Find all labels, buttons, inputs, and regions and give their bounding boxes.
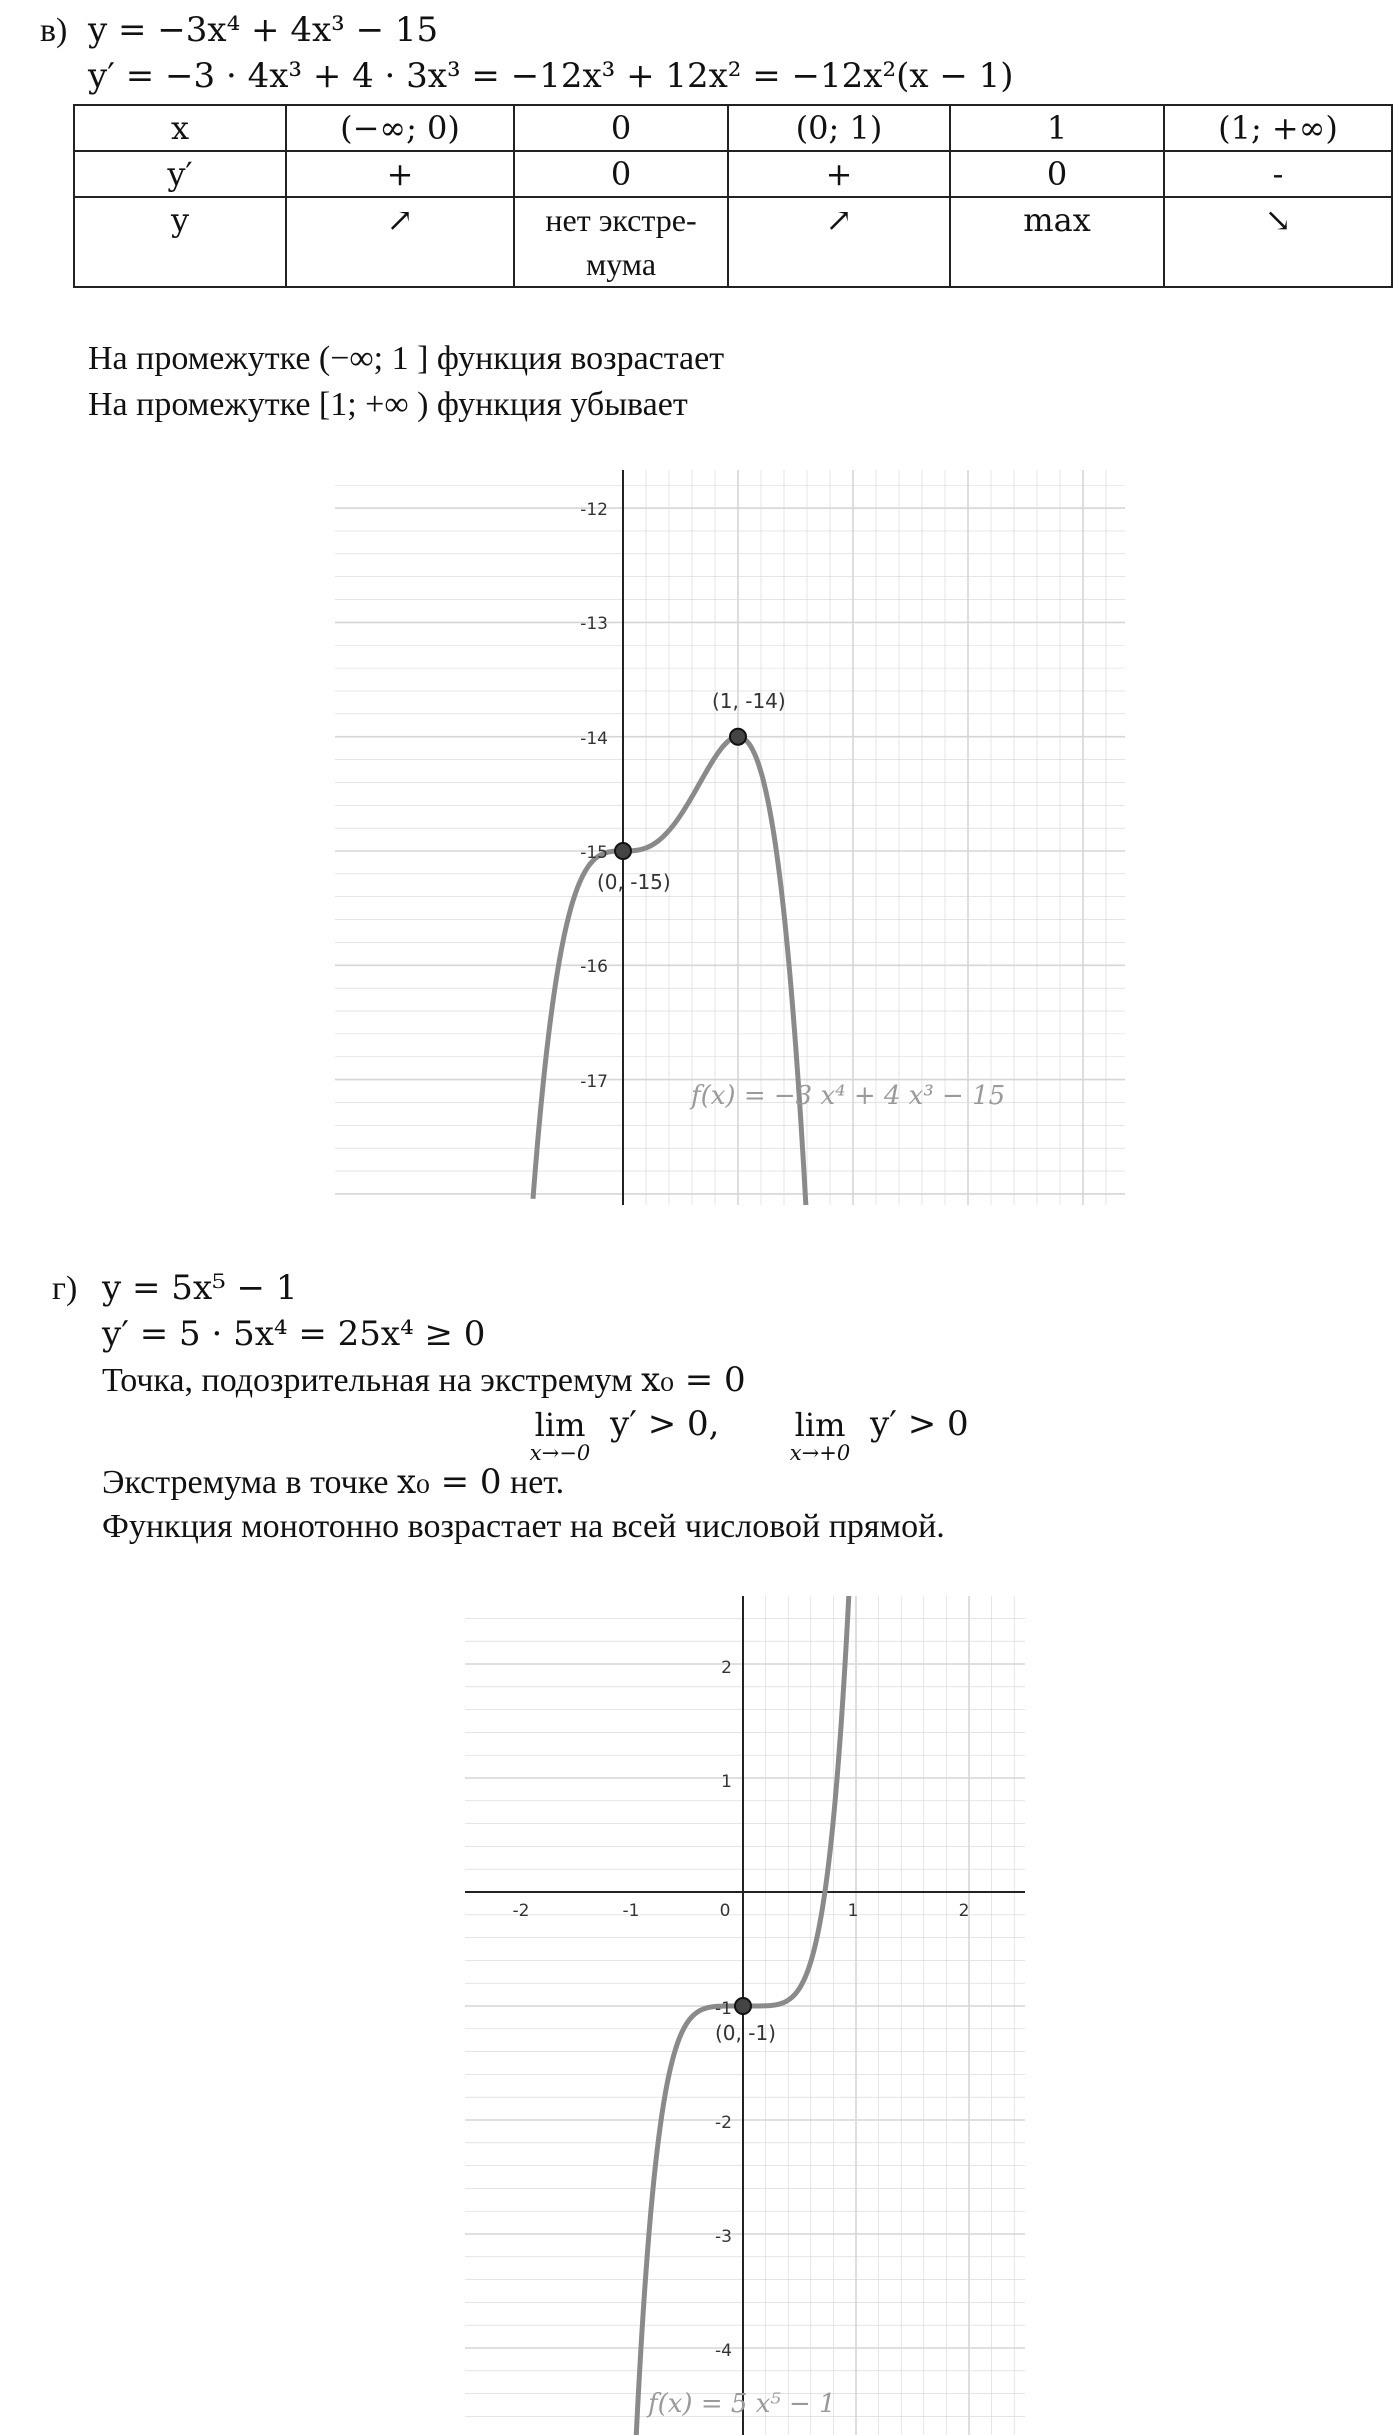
table-cell: 0 [950, 151, 1164, 197]
table-cell: max [950, 197, 1164, 287]
table-cell: y [74, 197, 286, 287]
table-cell: x [74, 105, 286, 151]
table-cell: + [728, 151, 950, 197]
no-extremum-line [102, 1462, 564, 1502]
no-extremum-text-c: нет. [501, 1464, 565, 1501]
table-cell: 0 [514, 105, 728, 151]
part-v-marker: в) [40, 12, 68, 49]
sign-table-derivative-row [74, 151, 1392, 197]
part-v-function: y = −3x⁴ + 4x³ − 15 [88, 10, 439, 50]
conclusion-increasing: На промежутке (−∞; 1 ] функция возрастает [88, 340, 725, 377]
y-tick-label: -2 [715, 2113, 732, 2133]
table-cell: ↗ [286, 197, 514, 287]
y-tick-label: -4 [715, 2341, 732, 2361]
limit-left-expr: y′ > 0, [610, 1404, 720, 1444]
graph-1-legend: f(x) = −3 x⁴ + 4 x³ − 15 [691, 1081, 1006, 1111]
point-label: (0, -1) [715, 2021, 776, 2045]
graph-1-curve [533, 737, 806, 1205]
conclusion-decreasing: На промежутке [1; +∞ ) функция убывает [88, 386, 688, 423]
table-cell: (0; 1) [728, 105, 950, 151]
no-extremum-text [515, 198, 727, 286]
suspect-point-line [102, 1360, 746, 1400]
limit-left [520, 1408, 600, 1464]
part-g-function: y = 5x⁵ − 1 [102, 1268, 298, 1308]
x-tick-label: 1 [847, 1901, 859, 1921]
table-cell: y′ [74, 151, 286, 197]
table-cell: ↘ [1164, 197, 1392, 287]
sign-table [73, 104, 1393, 288]
zero-point-label: (0, -15) [597, 870, 671, 894]
graph-2-legend: f(x) = 5 x⁵ − 1 [648, 2389, 836, 2419]
suspect-point-text: Точка, подозрительная на экстремум [102, 1362, 642, 1399]
limit-right-expr: y′ > 0 [870, 1404, 969, 1444]
lim-subscript: x→−0 [529, 1441, 591, 1465]
suspect-point-value: x₀ = 0 [641, 1360, 746, 1400]
no-extremum-text-line: нет экстре- [545, 202, 697, 238]
y-tick-label: -15 [580, 843, 608, 863]
lim-word: lim [534, 1406, 586, 1444]
sign-table-header-row [74, 105, 1392, 151]
table-cell: ↗ [728, 197, 950, 287]
x-tick-label: 2 [958, 1901, 970, 1921]
x-tick-label: 0 [719, 1901, 731, 1921]
y-tick-label: -13 [580, 614, 608, 634]
graph-1 [335, 470, 1125, 1205]
x-tick-label: -1 [622, 1901, 640, 1921]
table-cell: + [286, 151, 514, 197]
graph-1-y-tick-labels [580, 500, 608, 1092]
no-extremum-point: x₀ = 0 [396, 1462, 502, 1502]
graph-1-zero-point [615, 843, 631, 859]
y-tick-label: -16 [580, 957, 608, 977]
graph-2-point [735, 1998, 751, 2014]
y-tick-label: -17 [580, 1072, 608, 1092]
graph-2-y-tick-labels [715, 1658, 732, 2361]
graph-2-grid [465, 1596, 1025, 2435]
x-tick-label: -2 [512, 1901, 530, 1921]
part-g-marker: г) [52, 1270, 78, 1307]
graph-1-max-point [730, 729, 746, 745]
monotone-statement: Функция монотонно возрастает на всей числовой прямой. [102, 1508, 945, 1545]
graph-2 [465, 1596, 1025, 2435]
part-v-derivative: y′ = −3 · 4x³ + 4 · 3x³ = −12x³ + 12x² = −12x²(x − 1) [88, 56, 1014, 96]
table-cell-no-extremum [514, 197, 728, 287]
lim-subscript: x→+0 [789, 1441, 851, 1465]
part-g-derivative: y′ = 5 · 5x⁴ = 25x⁴ ≥ 0 [102, 1314, 486, 1354]
max-point-label: (1, -14) [712, 689, 786, 713]
y-tick-label: -12 [580, 500, 608, 520]
graph-2-x-tick-labels [513, 1901, 970, 1921]
y-tick-label: -3 [715, 2227, 732, 2247]
sign-table-function-row [74, 197, 1392, 287]
y-tick-label: -1 [715, 1999, 732, 2019]
no-extremum-text-line: мума [585, 246, 657, 282]
y-tick-label: 2 [721, 1658, 732, 1678]
graph-2-axes [465, 1596, 1025, 2435]
y-tick-label: 1 [721, 1772, 732, 1792]
limit-right [780, 1408, 860, 1464]
table-cell: (−∞; 0) [286, 105, 514, 151]
table-cell: 1 [950, 105, 1164, 151]
table-cell: - [1164, 151, 1392, 197]
table-cell: (1; +∞) [1164, 105, 1392, 151]
lim-word: lim [794, 1406, 846, 1444]
table-cell: 0 [514, 151, 728, 197]
no-extremum-text-a: Экстремума в точке [102, 1464, 397, 1501]
y-tick-label: -14 [580, 729, 608, 749]
